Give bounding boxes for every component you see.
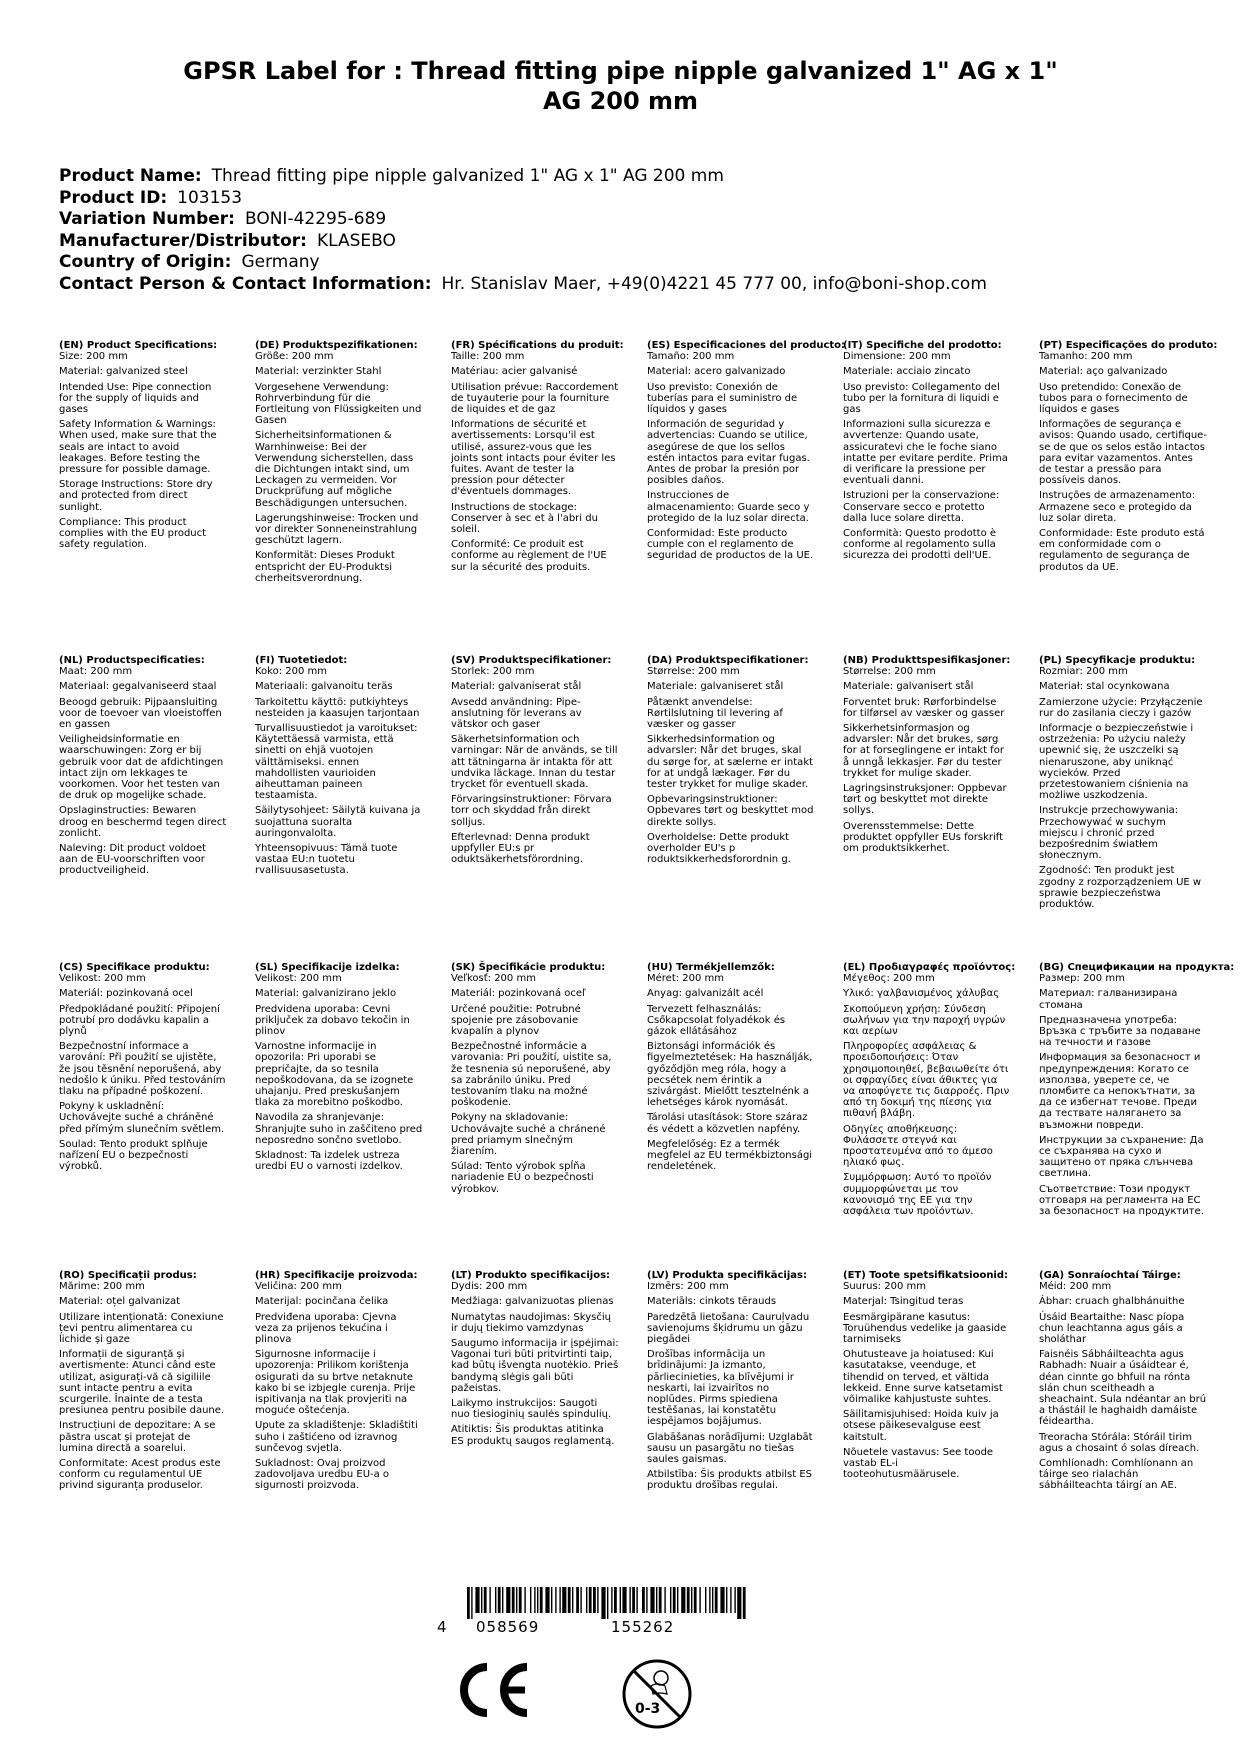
language-paragraph: Turvallisuustiedot ja varoitukset: Käytettäessä varmista, että sinetti on ehjä vuotojen välttämiseksi. ennen mahdollisten vaurioiden aiheuttaman paineen testaamista. (255, 723, 418, 802)
language-paragraph: Lagerungshinweise: Trocken und vor direkter Sonneneinstrahlung geschützt lagern. (255, 512, 419, 547)
barcode-bar (622, 1587, 626, 1613)
language-paragraph: Méret: 200 mm (647, 973, 725, 985)
barcode-bar (467, 1587, 470, 1619)
language-paragraph: Glabāšanas norādījumi: Uzglabāt sausu un pasargātu no tiešas saules gaismas. (647, 1431, 813, 1466)
barcode-bar (519, 1587, 522, 1613)
language-paragraph: Material: galvanized steel (59, 366, 188, 378)
barcode-bar (650, 1587, 654, 1613)
language-paragraph: Säilitamisjuhised: Hoida kuiv ja otsese päikesevalguse eest kaitstult. (843, 1409, 999, 1443)
language-heading: (EN) Product Specifications: (59, 340, 218, 351)
language-paragraph: Инструкции за съхранение: Да се съхранява на сухо и защитено от пряка слънчева светлина. (1039, 1134, 1204, 1180)
language-heading: (PL) Specyfikacje produktu: (1039, 655, 1196, 666)
language-paragraph: Conformidade: Este produto está em conformidade com o regulamento de segurança de produtos da UE. (1039, 528, 1205, 573)
barcode-bar (512, 1587, 515, 1613)
language-paragraph: Material: galvanizirano jeklo (255, 988, 397, 1000)
language-paragraph: Tamaño: 200 mm (647, 351, 735, 363)
language-paragraph: Atbilstība: Šis produkts atbilst ES produktu drošības regulai. (647, 1469, 813, 1492)
language-paragraph: Comhlíonadh: Comhlíonann an táirge seo rialachán sábháilteachta táirgí an AE. (1039, 1458, 1194, 1492)
language-spec-block (647, 1270, 815, 1496)
language-paragraph: Biztonsági információk és figyelmeztetések: Ha használják, győződjön meg róla, hogy a pecsétek nem érintik a szivárgást. Mielőtt tesztelnénk a lehetséges károk nyomását. (647, 1041, 813, 1109)
info-label: Contact Person & Contact Information: (59, 273, 432, 294)
language-paragraph: Anyag: galvanizált acél (647, 988, 764, 1000)
language-paragraph: Varnostne informacije in opozorila: Pri uporabi se prepričajte, da so tesnila nepoškodovana, da se izognete uhajanju. Pred preskušanjem tlaka za morebitno poškodbo. (255, 1041, 414, 1109)
language-paragraph: Materiál: pozinkovaná oceľ (451, 988, 586, 1000)
language-paragraph: Vorgesehene Verwendung: Rohrverbindung für die Fortleitung von Flüssigkeiten und Gasen (255, 381, 422, 427)
barcode-bar (673, 1587, 676, 1613)
language-paragraph: Tarkoitettu käyttö: putkiyhteys nesteiden ja kaasujen tarjontaan (255, 696, 420, 719)
language-paragraph: Materiale: acciaio zincato (843, 366, 971, 378)
language-paragraph: Upute za skladištenje: Skladištiti suho i zaštićeno od izravnog sunčevog svjetla. (255, 1420, 418, 1454)
barcode-bar (498, 1587, 501, 1613)
info-contact (59, 274, 987, 296)
language-heading: (ET) Toote spetsifikatsioonid: (843, 1270, 1009, 1281)
barcode-group-1: 058569 (476, 1618, 540, 1636)
language-paragraph: Materjal: Tsingitud teras (843, 1296, 964, 1308)
language-paragraph: Faisnéis Sábháilteachta agus Rabhadh: Nuair a úsáidtear é, déan cinnte go bhfuil na rónta slán chun sceitheadh a sheachaint. Sula ndéantar an brú a thástáil le haghaidh damáiste féideartha. (1039, 1349, 1207, 1428)
language-spec-block (647, 655, 815, 869)
language-spec-block (255, 1270, 423, 1496)
barcode-bar (642, 1587, 645, 1613)
language-spec-block (59, 655, 227, 881)
barcode-bar (537, 1587, 538, 1613)
language-heading: (NL) Productspecificaties: (59, 655, 205, 666)
info-label: Product ID: (59, 187, 168, 208)
language-heading: (NB) Produkttspesifikasjoner: (843, 655, 1011, 666)
language-paragraph: Paredzētā lietošana: Cauruļvadu savienojums šķidrumu un gāzu piegādei (647, 1311, 810, 1346)
language-paragraph: Uso previsto: Conexión de tuberías para el suministro de líquidos y gases (647, 381, 798, 416)
barcode-bar (589, 1587, 592, 1613)
language-paragraph: Sikkerhedsinformation og advarsler: Når det bruges, skal du sørge for, at sælerne er intakt for at undgå lækager. Før du tester trykket for mulige skader. (647, 734, 814, 791)
language-paragraph: Materiale: galvaniseret stål (647, 681, 784, 693)
language-paragraph: Pokyny k uskladnění: Uchovávejte suché a chráněné před přímým slunečním světlem. (59, 1101, 225, 1135)
language-paragraph: Материал: галванизирана стомана (1039, 988, 1178, 1011)
barcode-bar (670, 1587, 671, 1613)
language-heading: (ES) Especificaciones del producto: (647, 340, 846, 351)
barcode-bar (607, 1587, 608, 1619)
barcode-bar (632, 1587, 635, 1613)
language-heading: (IT) Specifiche del prodotto: (843, 340, 1002, 351)
language-paragraph: Yhteensopivuus: Tämä tuote vastaa EU:n tuotetu rvallisuusasetusta. (255, 843, 398, 877)
barcode-bar (586, 1587, 587, 1613)
language-paragraph: Bezpečnostné informácie a varovania: Pri použití, uistite sa, že tesnenia sú neporušené, aby sa zabránilo úniku. Pred testovaním tlaku na možné poškodenie. (451, 1041, 612, 1109)
language-paragraph: Určené použitie: Potrubné spojenie pre zásobovanie kvapalín a plynov (451, 1003, 581, 1038)
language-heading: (HR) Specifikacije proizvoda: (255, 1270, 418, 1281)
barcode-bar (495, 1587, 496, 1613)
info-label: Country of Origin: (59, 252, 232, 272)
language-paragraph: Størrelse: 200 mm (843, 666, 936, 678)
language-spec-block (451, 340, 624, 577)
barcode-bar (743, 1587, 746, 1619)
barcode-bar (481, 1587, 482, 1613)
language-paragraph: Saugumo informacija ir įspėjimai: Vagonai turi būti pritvirtinti taip, kad būtų išvengta nuotėkio. Prieš bandymą slėgis gali būti pažeistas. (451, 1338, 619, 1394)
language-heading: (LT) Produkto specifikacijos: (451, 1270, 611, 1281)
info-label: Manufacturer/Distributor: (59, 230, 307, 251)
language-paragraph: Materiaali: galvanoitu teräs (255, 681, 393, 693)
language-paragraph: Размер: 200 mm (1039, 973, 1125, 985)
language-paragraph: Veličina: 200 mm (255, 1281, 342, 1293)
barcode-bar (712, 1587, 713, 1613)
language-paragraph: Zamierzone użycie: Przyłączenie rur do zasilania cieczy i gazów (1039, 696, 1203, 719)
barcode-bar (524, 1587, 525, 1613)
barcode-bar (694, 1587, 697, 1613)
language-spec-block (451, 655, 619, 869)
language-paragraph: Storage Instructions: Store dry and protected from direct sunlight. (59, 479, 213, 513)
language-paragraph: Förvaringsinstruktioner: Förvara torr och skyddad från direkt solljus. (451, 794, 612, 828)
language-paragraph: Suurus: 200 mm (843, 1281, 926, 1293)
language-paragraph: Veľkosť: 200 mm (451, 973, 536, 985)
language-paragraph: Istruzioni per la conservazione: Conservare secco e protetto dalla luce solare diretta. (843, 490, 1000, 524)
language-paragraph: Ohutusteave ja hoiatused: Kui kasutatakse, veenduge, et tihendid on terved, et vältida lekkeid. Enne surve katsetamist võimalike kahjustuste suhtes. (843, 1349, 1003, 1406)
language-paragraph: Material: oțel galvanizat (59, 1296, 181, 1308)
language-paragraph: Uso previsto: Collegamento del tubo per la fornitura di liquidi e gas (843, 381, 1000, 416)
language-paragraph: Materiál: pozinkovaná ocel (59, 988, 193, 1000)
language-heading: (GA) Sonraíochtaí Táirge: (1039, 1270, 1181, 1281)
language-paragraph: Οδηγίες αποθήκευσης: Φυλάσσετε στεγνά και προστατευμένα από το άμεσο ηλιακό φως. (843, 1123, 993, 1169)
language-paragraph: Informazioni sulla sicurezza e avvertenze: Quando usate, assicuratevi che le foche siano intatte per evitare perdite. Prima di verificare la pressione per eventuali danni. (843, 419, 1008, 487)
barcode-bar (705, 1587, 706, 1613)
language-paragraph: Eesmärgipärane kasutus: Toruühendus vedelike ja gaaside tarnimiseks (843, 1311, 1007, 1346)
language-spec-block (59, 1270, 227, 1496)
not-for-children-0-3-icon (621, 1658, 693, 1730)
language-heading: (LV) Produkta specifikācijas: (647, 1270, 807, 1281)
language-heading: (DE) Produktspezifikationen: (255, 340, 418, 351)
barcode-bar (545, 1587, 549, 1613)
title-line-1: GPSR Label for : Thread fitting pipe nipple galvanized 1" AG x 1" (183, 57, 1058, 85)
language-heading: (HU) Termékjellemzők: (647, 962, 775, 973)
language-spec-block (1039, 962, 1235, 1221)
language-paragraph: Información de seguridad y advertencias: Cuando se utilice, asegúrese de que los sellos estén intactos para evitar fugas. Antes de probar la presión por posibles daños. (647, 419, 810, 487)
barcode-bar (659, 1587, 662, 1613)
language-paragraph: Påtænkt anvendelse: Rørtilslutning til levering af væsker og gasser (647, 696, 783, 731)
language-paragraph: Instruções de armazenamento: Armazene seco e protegido da luz solar direta. (1039, 490, 1196, 524)
language-heading: (CS) Specifikace produktu: (59, 962, 210, 973)
barcode-bar (691, 1587, 692, 1613)
language-paragraph: Sicherheitsinformationen & Warnhinweise: Bei der Verwendung sicherstellen, dass die Dichtungen intakt sind, um Leckagen zu vermeiden. Vor Druckprüfung auf mögliche Beschädigungen untersuchen. (255, 430, 414, 509)
info-value: BONI-42295-689 (244, 209, 387, 229)
language-paragraph: Съответствие: Този продукт отговаря на регламента на ЕС за безопасност на продуктите. (1039, 1183, 1204, 1218)
language-paragraph: Opbevaringsinstruktioner: Opbevares tørt og beskyttet mod direkte sollys. (647, 794, 814, 828)
barcode-bar (475, 1587, 479, 1613)
language-paragraph: Utilisation prévue: Raccordement de tuyauterie pour la fourniture de liquides et de gaz (451, 381, 619, 416)
language-paragraph: Medžiaga: galvanizuotas plienas (451, 1296, 614, 1308)
language-paragraph: Instructions de stockage: Conserver à sec et à l'abri du soleil. (451, 501, 598, 536)
language-paragraph: Skladnost: Ta izdelek ustreza uredbi EU o varnosti izdelkov. (255, 1150, 403, 1173)
barcode-bar (699, 1587, 700, 1613)
language-spec-block (255, 340, 423, 588)
info-value: 103153 (177, 187, 243, 208)
language-paragraph: Mărime: 200 mm (59, 1281, 145, 1293)
language-paragraph: Informații de siguranță și avertismente: Atunci când este utilizat, asigurați-vă că sigiliile sunt intacte pentru a evita scurgerile. Înainte de a testa presiunea pentru posibile daune. (59, 1349, 225, 1417)
info-value: Germany (241, 252, 320, 272)
language-paragraph: Nõuetele vastavus: See toode vastab EL-i tooteohutusmäärusele. (843, 1446, 994, 1481)
language-spec-block (647, 340, 846, 566)
barcode-bar (715, 1587, 718, 1613)
product-info (59, 166, 987, 295)
language-heading: (PT) Especificações do produto: (1039, 340, 1218, 351)
language-paragraph: Materiał: stal ocynkowana (1039, 681, 1170, 693)
barcode-bar (471, 1587, 472, 1619)
language-paragraph: Σκοπούμενη χρήση: Σύνδεση σωλήνων για την παροχή υγρών και αερίων (843, 1003, 1006, 1038)
barcode-bar (530, 1587, 531, 1613)
language-paragraph: Předpokládané použití: Připojení potrubí pro dodávku kapalin a plynů (59, 1003, 220, 1038)
language-spec-block (843, 340, 1011, 566)
language-paragraph: Veiligheidsinformatie en waarschuwingen: Zorg er bij gebruik voor dat de afdichtingen intact zijn om lekkages te voorkomen. Voor het testen van de druk op mogelijke schade. (59, 734, 224, 802)
language-paragraph: Bezpečnostní informace a varování: Při použití se ujistěte, že jsou těsnění neporušená, aby nedošlo k úniku. Před testováním tlaku na případné poškození. (59, 1041, 226, 1098)
language-paragraph: Conformitate: Acest produs este conform cu regulamentul UE privind siguranța produselor. (59, 1458, 221, 1492)
language-paragraph: Utilizare intenționată: Conexiune țevi pentru alimentarea cu lichide și gaze (59, 1311, 224, 1346)
language-paragraph: Predvidena uporaba: Cevni priključek za dobavo tekočin in plinov (255, 1003, 410, 1038)
language-paragraph: Informações de segurança e avisos: Quando usado, certifique-se de que os selos estão intactos para evitar vazamentos. Antes de testar a pressão para possíveis danos. (1039, 419, 1207, 487)
language-heading: (SK) Špecifikácie produktu: (451, 962, 606, 973)
age-range-text: 0-3 (635, 1701, 661, 1717)
ce-mark-icon (453, 1661, 533, 1719)
language-paragraph: Uso pretendido: Conexão de tubos para o fornecimento de líquidos e gases (1039, 381, 1188, 416)
barcode-bar (580, 1587, 581, 1613)
language-paragraph: Material: verzinkter Stahl (255, 366, 382, 378)
language-paragraph: Conformità: Questo prodotto è conforme al regolamento sulla sicurezza dei prodotti dell'UE. (843, 528, 997, 562)
language-paragraph: Forventet bruk: Rørforbindelse for tilførsel av væsker og gasser (843, 696, 1005, 719)
language-spec-block (255, 962, 423, 1176)
language-paragraph: Intended Use: Pipe connection for the supply of liquids and gases (59, 381, 212, 416)
barcode-digit-first: 4 (437, 1618, 448, 1636)
language-paragraph: Numatytas naudojimas: Skysčių ir dujų tiekimo vamzdynas (451, 1311, 611, 1334)
language-paragraph: Conformidad: Este producto cumple con el reglamento de seguridad de productos de la UE. (647, 528, 814, 562)
barcode-bar (620, 1587, 621, 1613)
language-paragraph: Súlad: Tento výrobok spĺňa nariadenie EÚ o bezpečnosti výrobkov. (451, 1161, 594, 1195)
language-paragraph: Efterlevnad: Denna produkt uppfyller EU:s pr oduktsäkerhetsförordning. (451, 831, 590, 866)
language-paragraph: Velikost: 200 mm (59, 973, 146, 985)
language-paragraph: Materiāls: cinkots tērauds (647, 1296, 777, 1308)
language-heading: (SV) Produktspecifikationer: (451, 655, 612, 666)
info-label: Variation Number: (59, 209, 235, 229)
language-heading: (FR) Spécifications du produit: (451, 340, 624, 351)
barcode-bar (568, 1587, 571, 1613)
language-paragraph: Overensstemmelse: Dette produktet oppfyller EUs forskrift om produktsikkerhet. (843, 820, 1004, 855)
language-paragraph: Συμμόρφωση: Αυτό το προϊόν συμμορφώνεται με τον κανονισμό της ΕΕ για την ασφάλεια των προϊόντων. (843, 1172, 992, 1218)
barcode-bar (597, 1587, 598, 1613)
language-paragraph: Material: acero galvanizado (647, 366, 786, 378)
language-paragraph: Υλικό: γαλβανισμένος χάλυβας (843, 988, 1000, 1000)
language-paragraph: Materiaal: gegalvaniseerd staal (59, 681, 217, 693)
language-paragraph: Treoracha Stórála: Stóráil tirim agus a chosaint ó solas díreach. (1039, 1431, 1200, 1454)
language-paragraph: Størrelse: 200 mm (647, 666, 740, 678)
language-heading: (FI) Tuotetiedot: (255, 655, 348, 666)
language-paragraph: Atitiktis: Šis produktas atitinka ES produktų saugos reglamentą. (451, 1424, 615, 1447)
language-paragraph: Taille: 200 mm (451, 351, 525, 363)
language-paragraph: Säilytysohjeet: Säilytä kuivana ja suojattuna suoralta auringonvalolta. (255, 805, 421, 839)
language-paragraph: Maat: 200 mm (59, 666, 133, 678)
language-paragraph: Izmērs: 200 mm (647, 1281, 729, 1293)
language-paragraph: Megfelelőség: Ez a termék megfelel az EU termékbiztonsági rendeletének. (647, 1138, 813, 1173)
language-paragraph: Sikkerhetsinformasjon og advarsler: Når det brukes, sørg for at forseglingene er intakt for å unngå lekkasjer. Før du tester trykket for mulige skader. (843, 723, 1004, 779)
barcode-bar (709, 1587, 710, 1613)
barcode-bar (534, 1587, 535, 1613)
language-paragraph: Beoogd gebruik: Pijpaansluiting voor de toevoer van vloeistoffen en gassen (59, 696, 222, 731)
language-paragraph: Koko: 200 mm (255, 666, 328, 678)
barcode-bar (562, 1587, 566, 1613)
language-paragraph: Dimensione: 200 mm (843, 351, 951, 363)
language-paragraph: Informacje o bezpieczeństwie i ostrzeżenia: Po użyciu należy upewnić się, że uszczelki są nienaruszone, aby uniknąć wycieków. Przed przetestowaniem ciśnienia na możliwe uszkodzenia. (1039, 723, 1194, 802)
language-paragraph: Tervezett felhasználás: Csőkapcsolat folyadékok és gázok ellátásához (647, 1003, 786, 1038)
language-spec-block (451, 962, 619, 1199)
barcode-bar (572, 1587, 573, 1613)
barcode-bar (677, 1587, 678, 1613)
language-paragraph: Информация за безопасност и предупреждения: Когато се използва, уверете се, че пломбите са непокътнати, за да се избегнат течове. Преди да тествате налягането за възможни повреди. (1039, 1052, 1201, 1131)
language-paragraph: Opslaginstructies: Bewaren droog en beschermd tegen direct zonlicht. (59, 805, 227, 839)
title-line-2: AG 200 mm (542, 87, 699, 115)
barcode-bar (593, 1587, 596, 1613)
language-paragraph: Materiale: galvanisert stål (843, 681, 974, 693)
language-paragraph: Zgodność: Ten produkt jest zgodny z rozporządzeniem UE w sprawie bezpieczeństwa produktów. (1039, 865, 1202, 911)
barcode-bar (601, 1587, 605, 1619)
language-spec-block (1039, 1270, 1207, 1496)
barcode-bar (551, 1587, 552, 1613)
language-spec-block (1039, 340, 1218, 577)
language-paragraph: Conformité: Ce produit est conforme au règlement de l'UE sur la sécurité des produits. (451, 539, 607, 573)
language-heading: (RO) Specificații produs: (59, 1270, 197, 1281)
barcode-bar (516, 1587, 517, 1613)
language-paragraph: Size: 200 mm (59, 351, 128, 363)
language-paragraph: Ábhar: cruach ghalbhánuithe (1039, 1296, 1185, 1308)
language-paragraph: Instrucțiuni de depozitare: A se păstra uscat și protejat de lumina directă a soarelui. (59, 1420, 216, 1454)
info-value: Thread fitting pipe nipple galvanized 1" AG x 1" AG 200 mm (211, 166, 724, 186)
language-spec-block (647, 962, 815, 1176)
barcode-bar (555, 1587, 556, 1613)
language-spec-block (451, 1270, 619, 1451)
language-paragraph: Sigurnosne informacije i upozorenja: Prilikom korištenja osigurati da su brtve netaknute kako bi se izbjegle curenja. Prije ispitivanja na tlak provjeriti na moguće oštećenja. (255, 1349, 416, 1417)
barcode-bar (611, 1587, 612, 1613)
label-title (0, 56, 1241, 116)
language-paragraph: Tárolási utasítások: Store száraz és védett a közvetlen napfény. (647, 1112, 808, 1135)
language-paragraph: Avsedd användning: Pipe-anslutning för leverans av vätskor och gaser (451, 696, 582, 731)
info-variation-number (59, 209, 987, 231)
language-paragraph: Material: aço galvanizado (1039, 366, 1168, 378)
language-paragraph: Safety Information & Warnings: When used, make sure that the seals are intact to avoid leakages. Before testing the pressure for possible damage. (59, 419, 217, 476)
language-heading: (BG) Спецификации на продукта: (1039, 962, 1235, 973)
language-paragraph: Konformität: Dieses Produkt entspricht der EU-Produktsi cherheitsverordnung. (255, 550, 395, 584)
language-spec-block (1039, 655, 1207, 914)
language-spec-block (843, 655, 1011, 858)
barcode-bar (656, 1587, 657, 1613)
barcode (467, 1587, 747, 1619)
info-product-name (59, 166, 987, 188)
language-paragraph: Navodila za shranjevanje: Shranjujte suho in zaščiteno pred neposredno sončno svetlobo. (255, 1112, 423, 1146)
language-paragraph: Pokyny na skladovanie: Uchovávajte suché a chránené pred priamym slnečným žiarením. (451, 1112, 606, 1158)
language-paragraph: Laikymo instrukcijos: Saugoti nuo tiesioginių saulės spindulių. (451, 1398, 612, 1421)
language-paragraph: Größe: 200 mm (255, 351, 334, 363)
info-product-id (59, 188, 987, 210)
barcode-bar (681, 1587, 685, 1613)
barcode-bar (737, 1587, 741, 1619)
language-paragraph: Naleving: Dit product voldoet aan de EU-voorschriften voor productveiligheid. (59, 843, 207, 877)
language-paragraph: Overholdelse: Dette produkt overholder EU's p roduktsikkerhedsforordnin g. (647, 831, 791, 866)
barcode-bar (734, 1587, 735, 1613)
barcode-group-2: 155262 (611, 1618, 675, 1636)
language-paragraph: Méid: 200 mm (1039, 1281, 1112, 1293)
barcode-bar (576, 1587, 579, 1613)
language-paragraph: Matériau: acier galvanisé (451, 366, 578, 378)
info-manufacturer (59, 231, 987, 253)
language-heading: (SL) Specifikacije izdelka: (255, 962, 400, 973)
barcode-bar (559, 1587, 560, 1613)
barcode-bar (489, 1587, 490, 1613)
language-paragraph: Предназначена употреба: Връзка с тръбите за подаване на течности и газове (1039, 1014, 1201, 1049)
barcode-bar (506, 1587, 510, 1613)
language-paragraph: Drošības informācija un brīdinājumi: Ja izmanto, pārliecinieties, ka blīvējumi ir neskarti, lai izvairītos no noplūdes. Pirms spiediena testēšanas, lai konstatētu iespējamos bojājumus. (647, 1349, 794, 1428)
language-paragraph: Soulad: Tento produkt splňuje nařízení EU o bezpečnosti výrobků. (59, 1138, 208, 1173)
barcode-bar (484, 1587, 487, 1613)
language-paragraph: Compliance: This product complies with the EU product safety regulation. (59, 516, 207, 551)
info-country-of-origin (59, 252, 987, 274)
barcode-bar (614, 1587, 617, 1613)
barcode-bar (646, 1587, 647, 1613)
language-paragraph: Velikost: 200 mm (255, 973, 342, 985)
info-value: Hr. Stanislav Maer, +49(0)4221 45 777 00, info@boni-shop.com (441, 273, 987, 294)
barcode-bar (540, 1587, 543, 1613)
language-spec-block (59, 340, 227, 554)
language-paragraph: Sukladnost: Ovaj proizvod zadovoljava uredbu EU-a o sigurnosti proizvoda. (255, 1458, 390, 1492)
barcode-bar (730, 1587, 731, 1613)
barcode-bar (687, 1587, 690, 1613)
info-label: Product Name: (59, 166, 202, 186)
language-spec-block (255, 655, 423, 881)
language-paragraph: Μέγεθος: 200 mm (843, 973, 935, 985)
language-spec-block (843, 962, 1016, 1221)
language-paragraph: Instrucciones de almacenamiento: Guarde seco y protegido de la luz solar directa. (647, 490, 810, 524)
language-paragraph: Material: galvaniserat stål (451, 681, 582, 693)
language-paragraph: Storlek: 200 mm (451, 666, 535, 678)
language-paragraph: Tamanho: 200 mm (1039, 351, 1133, 363)
language-heading: (EL) Προδιαγραφές προϊόντος: (843, 962, 1016, 973)
language-spec-block (843, 1270, 1011, 1484)
language-spec-block (59, 962, 227, 1176)
language-paragraph: Dydis: 200 mm (451, 1281, 528, 1293)
barcode-bar (664, 1587, 665, 1613)
barcode-bar (629, 1587, 630, 1613)
language-paragraph: Úsáid Beartaithe: Nasc píopa chun leachtanna agus gáis a sholáthar (1039, 1311, 1185, 1346)
barcode-bar (720, 1587, 724, 1613)
language-paragraph: Informations de sécurité et avertissements: Lorsqu'il est utilisé, assurez-vous que les joints sont intacts pour éviter les fuites. Avant de tester la pression pour détecter d'éventuels dommages. (451, 419, 616, 498)
language-heading: (DA) Produktspecifikationer: (647, 655, 809, 666)
language-paragraph: Lagringsinstruksjoner: Oppbevar tørt og beskyttet mot direkte sollys. (843, 783, 1007, 817)
language-paragraph: Rozmiar: 200 mm (1039, 666, 1128, 678)
language-paragraph: Materijal: pocinčana čelika (255, 1296, 389, 1308)
barcode-bar (636, 1587, 637, 1613)
info-value: KLASEBO (316, 230, 396, 251)
barcode-bar (726, 1587, 727, 1613)
language-paragraph: Säkerhetsinformation och varningar: När de används, se till att tätningarna är intakta för att undvika läckage. Innan du testar trycket för eventuell skada. (451, 734, 618, 791)
language-paragraph: Instrukcje przechowywania: Przechowywać w suchym miejscu i chronić przed bezpośrednim światłem słonecznym. (1039, 805, 1179, 862)
language-paragraph: Πληροφορίες ασφάλειας & προειδοποιήσεις: Όταν χρησιμοποιηθεί, βεβαιωθείτε ότι οι σφραγίδες είναι άθικτες για να αποφύγετε τις διαρροές. Πριν από τη δοκιμή της πίεσης για πιθανή βλάβη. (843, 1041, 1010, 1120)
language-paragraph: Predviđena uporaba: Cjevna veza za prijenos tekućina i plinova (255, 1311, 397, 1346)
barcode-bar (502, 1587, 503, 1613)
